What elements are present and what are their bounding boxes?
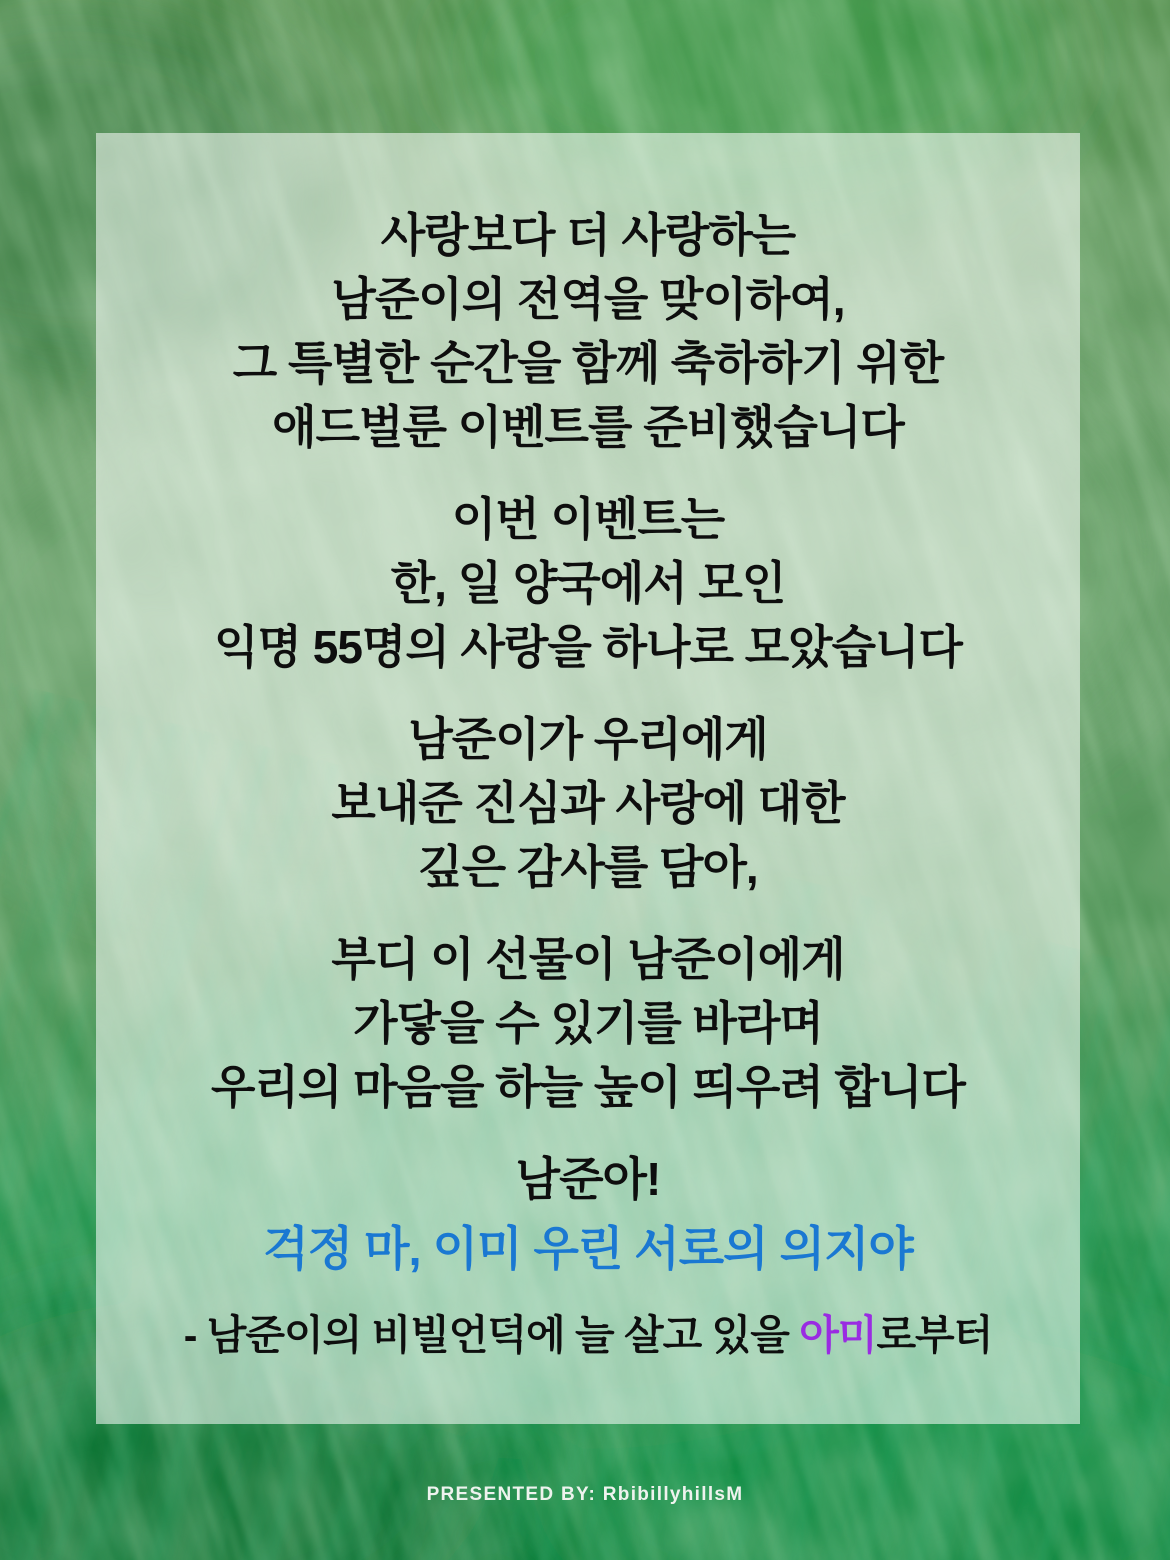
footer-credit: PRESENTED BY: RbibillyhillsM <box>426 1484 744 1505</box>
highlight-line: 걱정 마, 이미 우린 서로의 의지야 <box>263 1222 913 1275</box>
message-line: 익명 55명의 사랑을 하나로 모았습니다 <box>214 621 962 673</box>
message-line: 남준이의 전역을 맞이하여, <box>331 273 845 325</box>
message-line: 깊은 감사를 담아, <box>418 841 758 893</box>
message-paragraph <box>96 487 1080 679</box>
message-paragraph <box>96 203 1080 459</box>
message-line: 사랑보다 더 사랑하는 <box>380 209 796 261</box>
message-line: 가닿을 수 있기를 바라며 <box>353 997 823 1049</box>
message-paragraph <box>96 707 1080 899</box>
shout-line: 남준아! <box>515 1153 661 1205</box>
message-line: 그 특별한 순간을 함께 축하하기 위한 <box>232 337 944 389</box>
message-panel <box>96 133 1080 1424</box>
message-line: 한, 일 양국에서 모인 <box>390 557 786 609</box>
message-line: 애드벌룬 이벤트를 준비했습니다 <box>272 401 904 453</box>
message-line: 보내준 진심과 사랑에 대한 <box>331 777 845 829</box>
message-line: 이번 이벤트는 <box>451 493 725 545</box>
message-line: 우리의 마음을 하늘 높이 띄우려 합니다 <box>211 1061 965 1113</box>
message-line: 부디 이 선물이 남준이에게 <box>331 933 845 985</box>
message-line: 남준이가 우리에게 <box>408 713 768 765</box>
signature-line <box>96 1307 1080 1363</box>
message-paragraph <box>96 927 1080 1119</box>
signature-prefix: - 남준이의 비빌언덕에 늘 살고 있을 <box>183 1312 800 1358</box>
signature-suffix: 로부터 <box>876 1312 993 1358</box>
army-highlight: 아미 <box>799 1312 877 1358</box>
